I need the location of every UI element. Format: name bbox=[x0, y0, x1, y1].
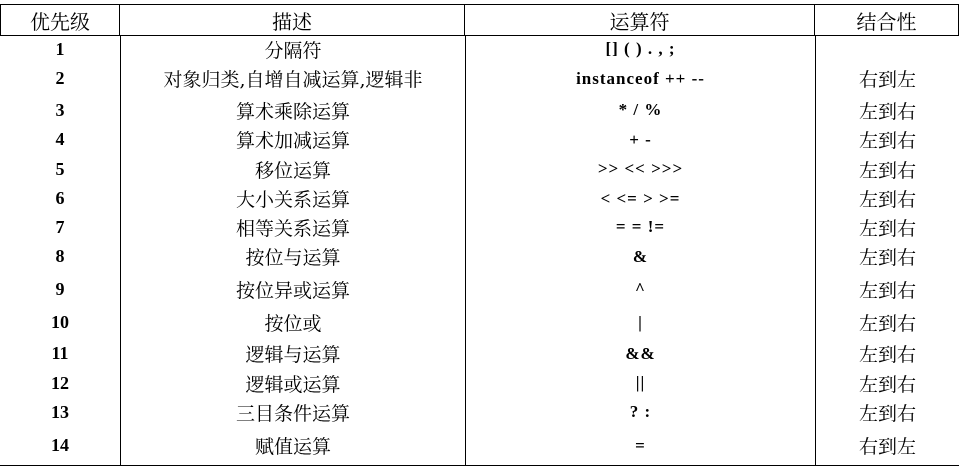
cell-operators: || bbox=[465, 368, 815, 398]
cell-operators: * / % bbox=[465, 95, 815, 125]
cell-priority: 14 bbox=[51, 435, 69, 455]
header-priority: 优先级 bbox=[0, 5, 120, 35]
cell-associativity: 右到左 bbox=[815, 426, 959, 465]
cell-priority: 5 bbox=[55, 158, 65, 179]
table-header bbox=[0, 4, 959, 36]
cell-priority: 1 bbox=[55, 38, 65, 59]
cell-operators: && bbox=[465, 339, 815, 368]
table-row bbox=[0, 154, 959, 184]
table-row bbox=[0, 241, 959, 272]
cell-priority: 10 bbox=[51, 312, 69, 332]
cell-operators: = = != bbox=[465, 213, 815, 241]
cell-description: 分隔符 bbox=[120, 36, 465, 62]
cell-associativity: 左到右 bbox=[815, 368, 959, 398]
cell-priority: 13 bbox=[51, 401, 69, 422]
cell-priority: 12 bbox=[51, 372, 69, 393]
cell-associativity: 左到右 bbox=[815, 272, 959, 306]
table-row bbox=[0, 125, 959, 154]
cell-associativity: 左到右 bbox=[815, 154, 959, 184]
table-row bbox=[0, 398, 959, 426]
table-row bbox=[0, 95, 959, 125]
cell-description: 按位与运算 bbox=[120, 241, 465, 272]
table-row bbox=[0, 184, 959, 213]
cell-associativity: 左到右 bbox=[815, 306, 959, 339]
cell-operators: ? : bbox=[465, 398, 815, 426]
cell-operators: [] ( ) . , ; bbox=[465, 36, 815, 62]
table-row bbox=[0, 62, 959, 95]
cell-description: 赋值运算 bbox=[120, 426, 465, 465]
cell-description: 三目条件运算 bbox=[120, 398, 465, 426]
cell-operators: + - bbox=[465, 125, 815, 154]
cell-associativity: 左到右 bbox=[815, 398, 959, 426]
cell-associativity: 左到右 bbox=[815, 95, 959, 125]
cell-description: 移位运算 bbox=[120, 154, 465, 184]
cell-priority: 9 bbox=[55, 278, 65, 299]
table-row bbox=[0, 36, 959, 62]
cell-associativity: 左到右 bbox=[815, 184, 959, 213]
cell-description: 逻辑或运算 bbox=[120, 368, 465, 398]
cell-operators: ^ bbox=[465, 272, 815, 306]
cell-description: 算术乘除运算 bbox=[120, 95, 465, 125]
cell-priority: 8 bbox=[55, 246, 65, 266]
cell-description: 相等关系运算 bbox=[120, 213, 465, 241]
cell-associativity: 左到右 bbox=[815, 213, 959, 241]
cell-associativity: 左到右 bbox=[815, 339, 959, 368]
table-row bbox=[0, 339, 959, 368]
cell-description: 按位或 bbox=[120, 306, 465, 339]
cell-operators: = bbox=[465, 426, 815, 465]
table-row bbox=[0, 426, 959, 465]
cell-priority: 11 bbox=[51, 343, 69, 363]
cell-priority: 4 bbox=[55, 129, 65, 149]
cell-operators: | bbox=[465, 306, 815, 339]
cell-operators: < <= > >= bbox=[465, 184, 815, 213]
cell-description: 算术加减运算 bbox=[120, 125, 465, 154]
cell-operators: instanceof ++ -- bbox=[465, 62, 815, 95]
cell-description: 按位异或运算 bbox=[120, 272, 465, 306]
cell-associativity: 左到右 bbox=[815, 241, 959, 272]
header-operators: 运算符 bbox=[465, 5, 815, 35]
cell-associativity: 右到左 bbox=[815, 62, 959, 95]
cell-priority: 6 bbox=[55, 188, 65, 208]
cell-associativity bbox=[815, 36, 959, 62]
cell-priority: 7 bbox=[55, 216, 65, 237]
table-row bbox=[0, 213, 959, 241]
table-row bbox=[0, 368, 959, 398]
cell-operators: & bbox=[465, 241, 815, 272]
cell-description: 对象归类,自增自减运算,逻辑非 bbox=[120, 62, 465, 95]
table-row bbox=[0, 272, 959, 306]
cell-priority: 3 bbox=[55, 99, 65, 120]
table-row bbox=[0, 306, 959, 339]
header-description: 描述 bbox=[120, 5, 465, 35]
cell-description: 大小关系运算 bbox=[120, 184, 465, 213]
header-associativity: 结合性 bbox=[815, 5, 959, 35]
cell-associativity: 左到右 bbox=[815, 125, 959, 154]
cell-operators: >> << >>> bbox=[465, 154, 815, 184]
operator-precedence-table bbox=[0, 4, 959, 466]
cell-priority: 2 bbox=[55, 68, 65, 88]
cell-description: 逻辑与运算 bbox=[120, 339, 465, 368]
table-body bbox=[0, 36, 959, 466]
